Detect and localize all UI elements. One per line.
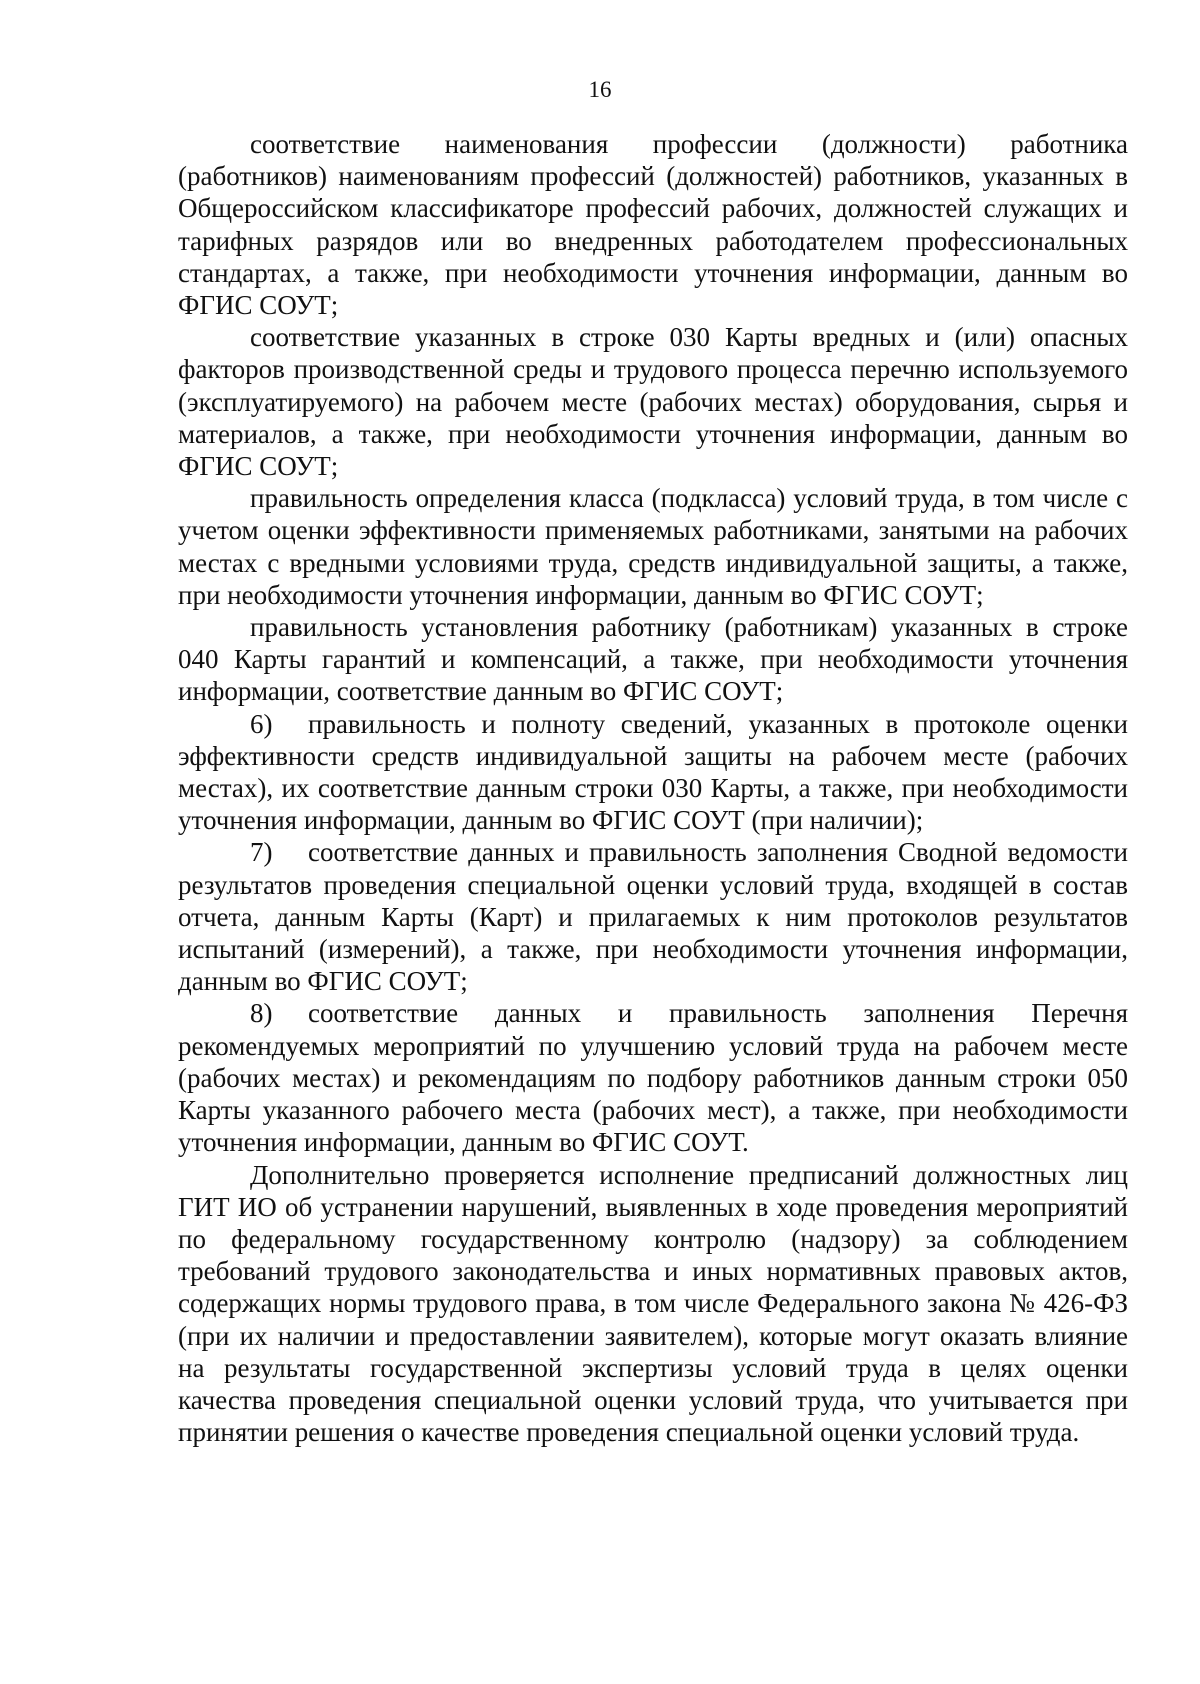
paragraph-item-7: 7) соответствие данных и правильность заполнения Сводной ведомости результатов проведения специальной оценки условий труда, входящей в состав отчета, данным Карты (Карт) и прилагаемых к ним протоколов результатов испытаний (измерений), а также, при необходимости уточнения информации, данным во ФГИС СОУТ; [178,837,1128,997]
list-number: 7) [250,837,273,868]
paragraph-guarantees: правильность установления работнику (работникам) указанных в строке 040 Карты гарантий и компенсаций, а также, при необходимости уточнения информации, соответствие данным во ФГИС СОУТ; [178,612,1128,707]
page-number: 16 [588,77,612,102]
paragraph-equipment-list: соответствие указанных в строке 030 Карты вредных и (или) опасных факторов производственной среды и трудового процесса перечню используемого (эксплуатируемого) на рабочем месте (рабочих местах) оборудования, сырья и материалов, а также, при необходимости уточнения информации, данным во ФГИС СОУТ; [178,322,1128,482]
paragraph-item-8: 8) соответствие данных и правильность заполнения Перечня рекомендуемых мероприятий по улучшению условий труда на рабочем месте (рабочих местах) и рекомендациям по подбору работников данным строки 050 Карты указанного рабочего места (рабочих мест), а также, при необходимости уточнения информации, данным во ФГИС СОУТ. [178,998,1128,1158]
paragraph-item-6: 6) правильность и полноту сведений, указанных в протоколе оценки эффективности средств индивидуальной защиты на рабочем месте (рабочих местах), их соответствие данным строки 030 Карты, а также, при необходимости уточнения информации, данным во ФГИС СОУТ (при наличии); [178,708,1128,836]
paragraph-additional-check: Дополнительно проверяется исполнение предписаний должностных лиц ГИТ ИО об устранении нарушений, выявленных в ходе проведения мероприятий по федеральному государственному контролю (надзору) за соблюдением требований трудового законодательства и иных нормативных правовых актов, содержащих нормы трудового права, в том числе Федерального закона № 426-ФЗ (при их наличии и предоставлении заявителем), которые могут оказать влияние на результаты государственной экспертизы условий труда в целях оценки качества проведения специальной оценки условий труда, что учитывается при принятии решения о качестве проведения специальной оценки условий труда. [178,1159,1128,1448]
list-number: 6) [250,708,273,739]
paragraph-profession-match: соответствие наименования профессии (должности) работника (работников) наименованиям профессий (должностей) работников, указанных в Общероссийском классификаторе профессий рабочих, должностей служащих и тарифных разрядов или во внедренных работодателем профессиональных стандартах, а также, при необходимости уточнения информации, данным во ФГИС СОУТ; [178,129,1128,321]
document-body [178,128,1128,1448]
list-number: 8) [250,998,273,1029]
paragraph-class-determination: правильность определения класса (подкласса) условий труда, в том числе с учетом оценки эффективности применяемых работниками, занятыми на рабочих местах с вредными условиями труда, средств индивидуальной защиты, а также, при необходимости уточнения информации, данным во ФГИС СОУТ; [178,483,1128,610]
